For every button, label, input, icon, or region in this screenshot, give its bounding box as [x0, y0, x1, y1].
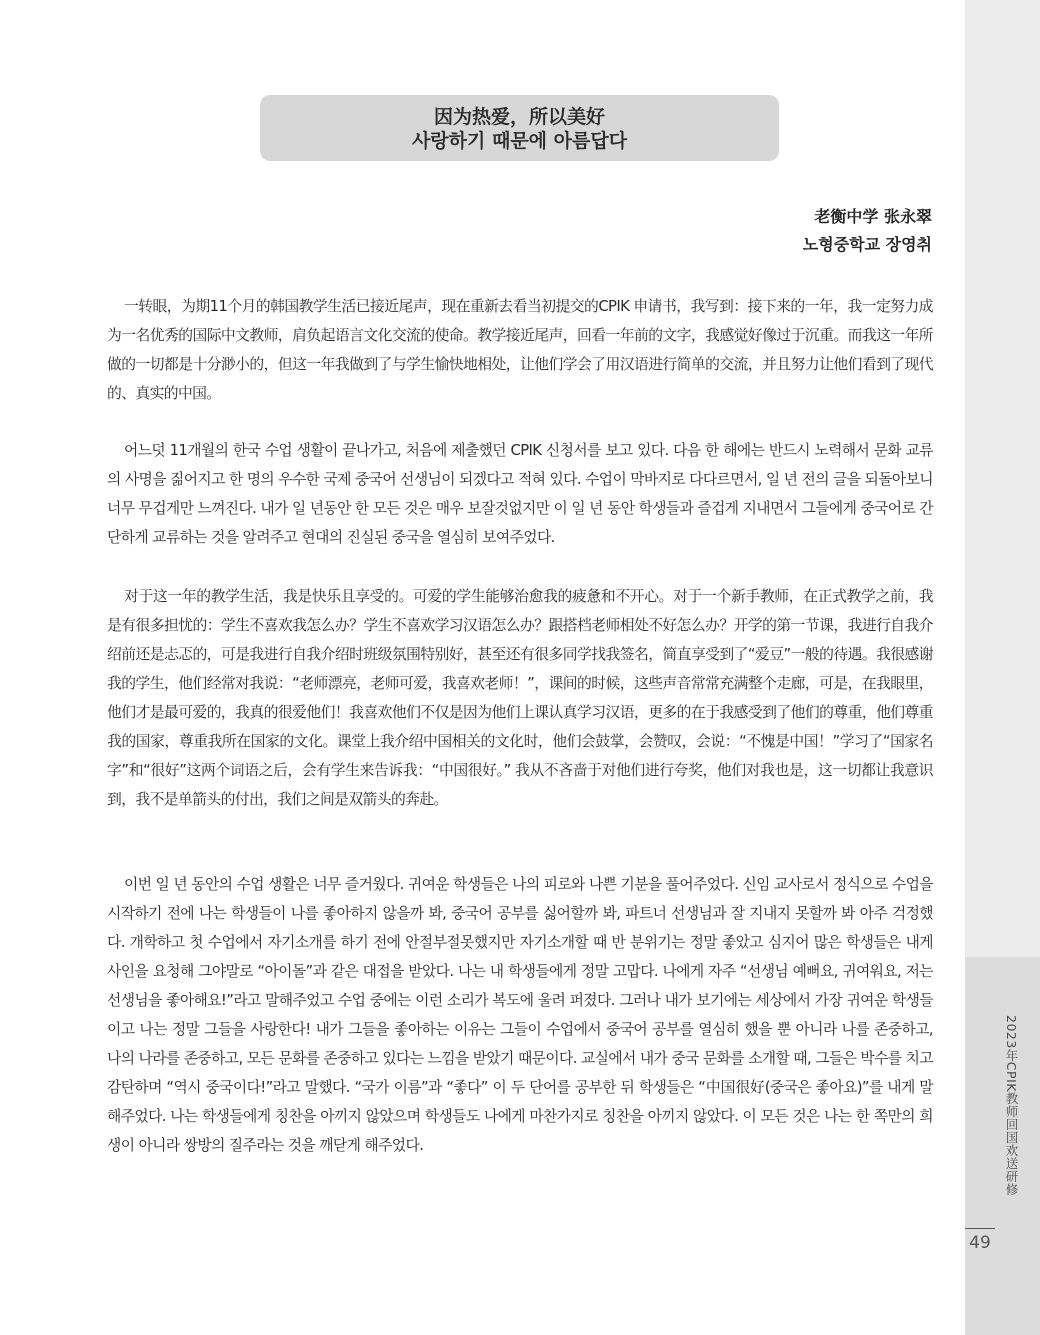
paragraph-chinese-2: 对于这一年的教学生活，我是快乐且享受的。可爱的学生能够治愈我的疲惫和不开心。对于一个新手教师，在正式教学之前，我是有很多担忧的：学生不喜欢我怎么办？学生不喜欢学习汉语怎么办？跟搭档老师相处不好怎么办？开学的第一节课，我进行自我介绍前还是忐忑的，可是我进行自我介绍时班级氛围特别好，甚至还有很多同学找我签名，简直享受到了“爱豆”一般的待遇。我很感谢我的学生，他们经常对我说：“老师漂亮，老师可爱，我喜欢老师！”，课间的时候，这些声音常常充满整个走廊，可是，在我眼里，他们才是最可爱的，我真的很爱他们！我喜欢他们不仅是因为他们上课认真学习汉语，更多的在于我感受到了他们的尊重，他们尊重我的国家，尊重我所在国家的文化。课堂上我介绍中国相关的文化时，他们会鼓掌，会赞叹，会说：“不愧是中国！”学习了“国家名字”和“很好”这两个词语之后，会有学生来告诉我：“中国很好。” 我从不吝啬于对他们进行夸奖，他们对我也是，这一切都让我意识到，我不是单箭头的付出，我们之间是双箭头的奔赴。: [107, 588, 933, 808]
title-box: [260, 95, 779, 161]
page-number-rule: [965, 1228, 995, 1229]
paragraph-chinese-1: 一转眼，为期11个月的韩国教学生活已接近尾声，现在重新去看当初提交的CPIK 申请书，我写到：接下来的一年，我一定努力成为一名优秀的国际中文教师，肩负起语言文化交流的使命。教学接近尾声，回看一年前的文字，我感觉好像过于沉重。而我这一年所做的一切都是十分渺小的，但这一年我做到了与学生愉快地相处，让他们学会了用汉语进行简单的交流，并且努力让他们看到了现代的、真实的中国。: [107, 298, 933, 402]
side-margin-bar: [965, 0, 1040, 1335]
paragraph-korean-1: 어느덧 11개월의 한국 수업 생활이 끝나가고, 처음에 제출했던 CPIK 신청서를 보고 있다. 다음 한 해에는 반드시 노력해서 문화 교류의 사명을 짊어지고 한 명의 우수한 국제 중국어 선생님이 되겠다고 적혀 있다. 수업이 막바지로 다다르면서, 일 년 전의 글을 되돌아보니 너무 무겁게만 느껴진다. 내가 일 년동안 한 모든 것은 매우 보잘것없지만 이 일 년 동안 학생들과 즐겁게 지내면서 그들에게 중국어로 간단하게 교류하는 것을 알려주고 현대의 진실된 중국을 열심히 보여주었다.: [107, 442, 933, 546]
title-korean: 사랑하기 때문에 아름답다: [411, 130, 628, 152]
page-number: 49: [969, 1233, 991, 1253]
publication-label: 2023年CPIK教师回国欢送研修: [1004, 1015, 1019, 1196]
author-chinese: 老衡中学 张永翠: [814, 207, 932, 226]
author-korean: 노형중학교 장영취: [802, 235, 932, 254]
paragraph-korean-2: 이번 일 년 동안의 수업 생활은 너무 즐거웠다. 귀여운 학생들은 나의 피로와 나쁜 기분을 풀어주었다. 신임 교사로서 정식으로 수업을 시작하기 전에 나는 학생들이 나를 좋아하지 않을까 봐, 중국어 공부를 싫어할까 봐, 파트너 선생님과 잘 지내지 못할까 봐 아주 걱정했다. 개학하고 첫 수업에서 자기소개를 하기 전에 안절부절못했지만 자기소개할 때 반 분위기는 정말 좋았고 심지어 많은 학생들은 내게 사인을 요청해 그야말로 “아이돌”과 같은 대접을 받았다. 나는 내 학생들에게 정말 고맙다. 나에게 자주 “선생님 예뻐요, 귀여워요, 저는 선생님을 좋아해요!”라고 말해주었고 수업 중에는 이런 소리가 복도에 울려 퍼졌다. 그러나 내가 보기에는 세상에서 가장 귀여운 학생들이고 나는 정말 그들을 사랑한다! 내가 그들을 좋아하는 이유는 그들이 수업에서 중국어 공부를 열심히 했을 뿐 아니라 나를 존중하고, 나의 나라를 존중하고, 모든 문화를 존중하고 있다는 느낌을 받았기 때문이다. 교실에서 내가 중국 문화를 소개할 때, 그들은 박수를 치고 감탄하며 “역시 중국이다!”라고 말했다. “국가 이름”과 “좋다” 이 두 단어를 공부한 뒤 학생들은 “中国很好(중국은 좋아요)”를 내게 말해주었다. 나는 학생들에게 칭찬을 아끼지 않았으며 학생들도 나에게 마찬가지로 칭찬을 아끼지 않았다. 이 모든 것은 나는 한 쪽만의 희생이 아니라 쌍방의 질주라는 것을 깨닫게 해주었다.: [107, 876, 933, 1154]
title-chinese: 因为热爱，所以美好: [433, 106, 605, 128]
